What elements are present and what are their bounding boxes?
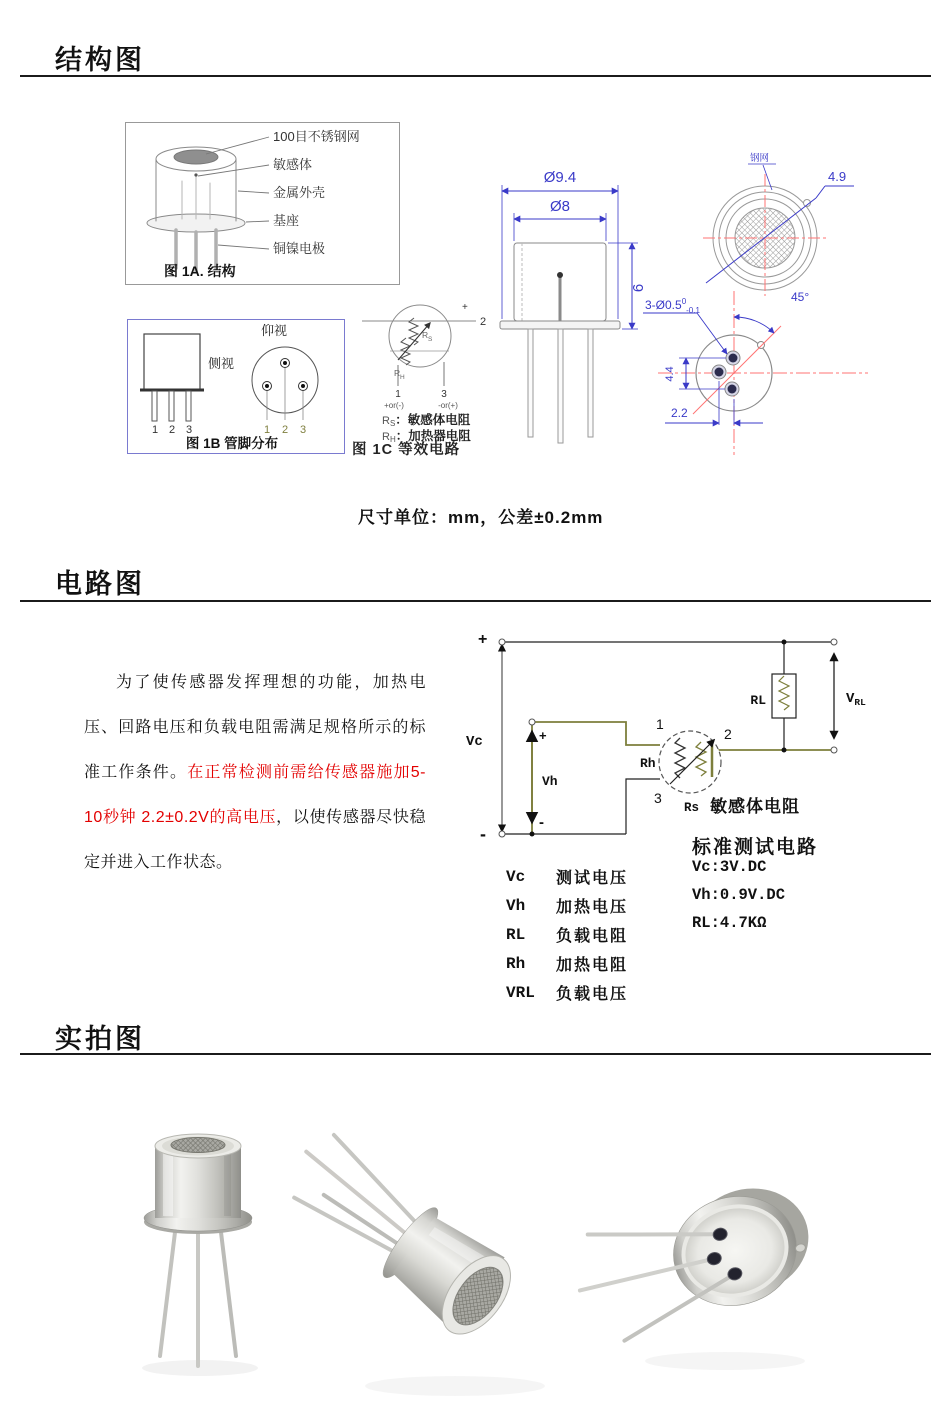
legend-sym: RL bbox=[506, 925, 526, 944]
bottom-pin-1: 1 bbox=[264, 424, 271, 436]
dim-vertical: 4.4 bbox=[664, 366, 676, 382]
bottom-view-label: 仰视 bbox=[261, 323, 288, 338]
sch-vh-minus: - bbox=[539, 814, 544, 831]
legend-sym: VRL bbox=[506, 983, 535, 1002]
figure-1a-labels bbox=[273, 129, 360, 256]
test-circuit-schematic bbox=[458, 612, 888, 867]
side-view-label: 侧视 bbox=[208, 356, 235, 371]
section-title-photos: 实拍图 bbox=[55, 1024, 145, 1054]
dimension-bottom-view bbox=[643, 283, 883, 463]
dim-pin-spec: $3-Ø0.5^0_{-0.1}$ bbox=[645, 297, 700, 315]
label-body: 敏感体 bbox=[273, 157, 313, 172]
side-pin-2: 2 bbox=[169, 424, 176, 436]
figure-1c-caption: 图 1C 等效电路 bbox=[352, 442, 461, 458]
label-base: 基座 bbox=[273, 213, 300, 228]
legend-row bbox=[506, 949, 628, 978]
legend-sym: Vc bbox=[506, 867, 526, 886]
mesh-label: 钢网 bbox=[750, 153, 770, 164]
divider bbox=[20, 75, 931, 77]
dimension-note: 尺寸单位：mm，公差±0.2mm bbox=[358, 508, 604, 527]
bottom-view bbox=[252, 323, 318, 436]
sch-rh-label: Rh bbox=[640, 756, 656, 771]
sch-vh-label: Vh bbox=[542, 774, 558, 789]
value-vc: Vc:3V.DC bbox=[692, 858, 767, 876]
figure-1a-drawing bbox=[126, 123, 397, 282]
sensor-symbol bbox=[659, 731, 721, 793]
figure-1a-box bbox=[125, 122, 400, 285]
section-title-circuit: 电路图 bbox=[55, 569, 145, 599]
sch-title: 标准测试电路 bbox=[692, 837, 819, 858]
divider bbox=[20, 1053, 931, 1055]
rl-resistor bbox=[772, 674, 796, 718]
sch-rs-label: Rs bbox=[684, 801, 700, 815]
sch-pin1: 1 bbox=[656, 716, 664, 732]
sch-pin3: 3 bbox=[654, 790, 662, 806]
side-view bbox=[140, 334, 234, 436]
sch-plus: + bbox=[478, 631, 488, 648]
legend-row bbox=[506, 862, 628, 891]
legend-desc: 负载电阻 bbox=[556, 928, 629, 945]
fig1c-rs-tag-sub: S bbox=[428, 336, 433, 343]
figure-1c-drawing bbox=[356, 296, 496, 446]
sch-rs-desc: 敏感体电阻 bbox=[710, 797, 800, 816]
fig1c-rh-tag-sub: H bbox=[400, 374, 405, 381]
fig1c-plus: + bbox=[462, 302, 468, 313]
fig1c-rs-tag: R bbox=[422, 330, 429, 340]
centerlines bbox=[658, 291, 868, 455]
circuit-values bbox=[692, 858, 785, 942]
paragraph-black-1: 为了使传感器发挥理想的功能，加热电压、回路电压和负载电阻需满足规格所示的标准工作条件。 bbox=[84, 674, 426, 781]
dim-height: 6 bbox=[630, 283, 647, 293]
sch-pin2: 2 bbox=[724, 726, 732, 742]
product-photos bbox=[0, 1056, 950, 1414]
dimension-top-view bbox=[668, 148, 858, 298]
dim-mesh-dia: 4.9 bbox=[828, 169, 847, 184]
dim-angle: 45° bbox=[791, 290, 810, 304]
legend-row bbox=[506, 978, 628, 1007]
value-rl: RL:4.7KΩ bbox=[692, 914, 767, 932]
fig1c-pin3: 3 bbox=[441, 389, 447, 400]
paragraph-black-2: ，以使传感器尽快稳定并进入工作状态。 bbox=[84, 809, 426, 871]
sch-minus: - bbox=[480, 824, 486, 844]
legend-desc: 加热电压 bbox=[556, 899, 629, 916]
figure-1b-drawing bbox=[128, 320, 342, 451]
bottom-pin-3: 3 bbox=[300, 424, 307, 436]
fig1c-pin1: 1 bbox=[395, 389, 401, 400]
sch-rl-label: RL bbox=[750, 693, 766, 708]
legend-row bbox=[506, 920, 628, 949]
value-vh: Vh:0.9V.DC bbox=[692, 886, 786, 904]
section-title-structure: 结构图 bbox=[55, 45, 145, 75]
dim-inner-dia: Ø8 bbox=[549, 198, 571, 215]
legend-sym: Vh bbox=[506, 896, 526, 915]
bottom-pin-2: 2 bbox=[282, 424, 289, 436]
side-pin-3: 3 bbox=[186, 424, 193, 436]
photo-sensor-upright bbox=[142, 1134, 258, 1376]
legend-row bbox=[506, 891, 628, 920]
fig1c-rh-tag: R bbox=[394, 368, 401, 378]
photo-sensor-tilted bbox=[272, 1124, 545, 1396]
fig1c-pin3-note: -or(+) bbox=[438, 401, 458, 410]
circuit-legend bbox=[506, 862, 628, 1007]
fig1c-pin1-note: +or(-) bbox=[384, 401, 404, 410]
fig1c-rh-note: RH：加热器电阻 bbox=[382, 429, 471, 444]
dim-outer-dia: Ø9.4 bbox=[543, 169, 577, 186]
legend-desc: 加热电阻 bbox=[556, 957, 629, 974]
divider bbox=[20, 600, 931, 602]
dimension-side-view bbox=[480, 155, 650, 455]
photo-sensor-bottom bbox=[565, 1175, 823, 1370]
legend-sym: Rh bbox=[506, 954, 526, 973]
fig1c-pin2: 2 bbox=[480, 316, 487, 328]
circuit-paragraph bbox=[84, 660, 426, 885]
side-pin-1: 1 bbox=[152, 424, 159, 436]
sch-vc-label: Vc bbox=[466, 734, 483, 750]
dim-horizontal: 2.2 bbox=[671, 406, 688, 420]
part-outline bbox=[500, 243, 620, 443]
figure-1a-caption: 图 1A. 结构 bbox=[164, 263, 236, 279]
paragraph-red: 在正常检测前需给传感器施加5-10秒钟 2.2±0.2V的高电压 bbox=[84, 764, 426, 826]
sch-vh-plus: + bbox=[539, 728, 547, 743]
legend-desc: 测试电压 bbox=[556, 870, 629, 887]
legend-desc: 负载电压 bbox=[556, 986, 629, 1003]
label-electrode: 铜镍电极 bbox=[273, 241, 326, 256]
sensor-structure-drawing bbox=[147, 147, 245, 271]
figure-1b-box bbox=[127, 319, 345, 454]
sch-vrl-label: VRL bbox=[846, 691, 866, 708]
label-shell: 金属外壳 bbox=[273, 185, 326, 200]
figure-1b-caption: 图 1B 管脚分布 bbox=[185, 436, 279, 451]
label-mesh: 100目不锈钢网 bbox=[273, 129, 360, 144]
fig1c-rs-note: RS：敏感体电阻 bbox=[382, 413, 471, 428]
equivalent-circuit bbox=[362, 305, 476, 386]
